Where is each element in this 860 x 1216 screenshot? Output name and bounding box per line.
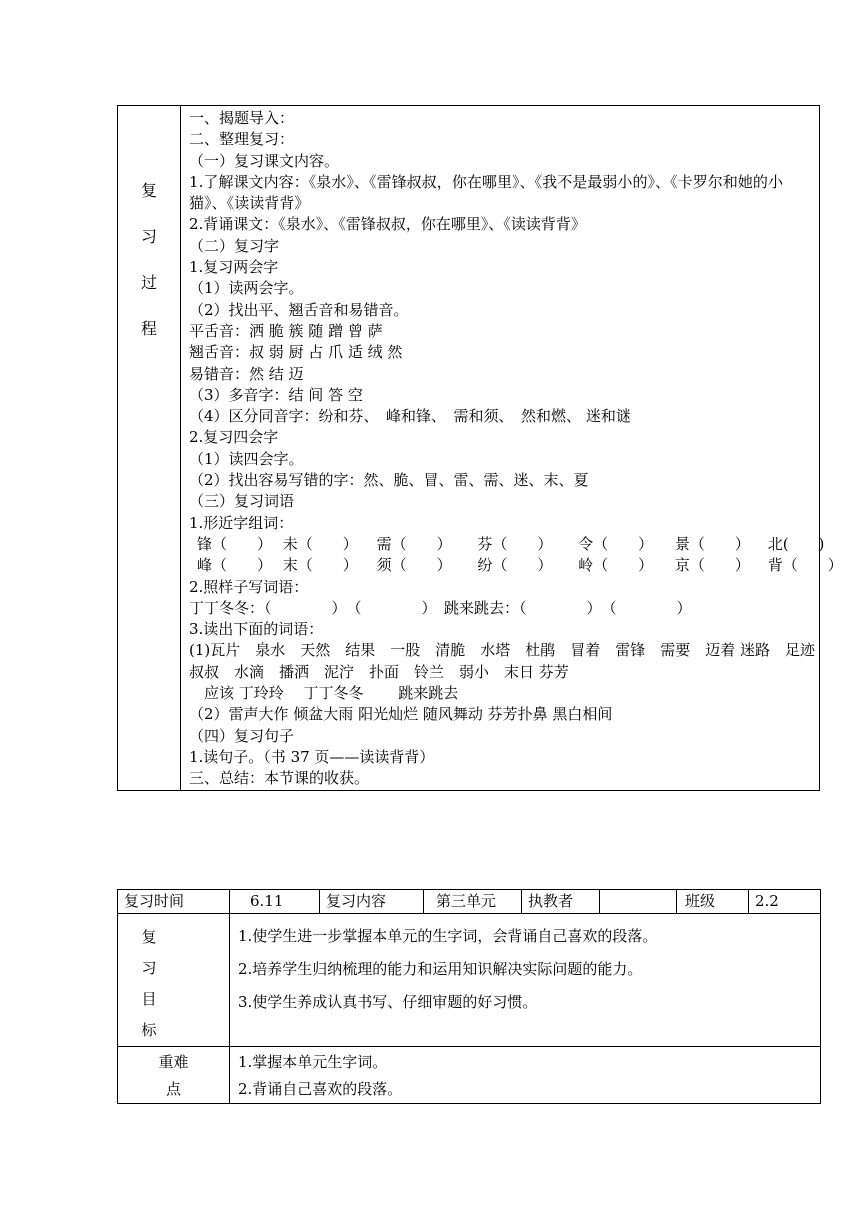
label-char: 目	[141, 990, 157, 1008]
label-char: 习	[140, 227, 157, 246]
goals-content-cell	[230, 914, 821, 1047]
line-two-char: 1.复习两会字	[189, 258, 279, 277]
goals-content	[230, 914, 820, 1019]
line-recite: 2.背诵课文：《泉水》、《雷锋叔叔，你在哪里》、《读读背背》	[189, 215, 586, 234]
similar-item: 未（ ）	[282, 534, 358, 553]
similar-item: 令（ ）	[578, 534, 654, 553]
line-write-words: 2.照样子写词语：	[189, 577, 309, 596]
similar-item: 峰（ ）	[197, 556, 273, 575]
line-intro: 一、揭题导入：	[189, 109, 295, 127]
key-points-label	[118, 1047, 229, 1103]
line-four-char: 2.复习四会字	[189, 428, 279, 447]
line-read-sentences: 1.读句子。（书 37 页——读读背背）	[189, 747, 435, 766]
line-section-3: （三）复习词语	[189, 492, 295, 511]
time-label: 复习时间	[118, 890, 230, 914]
key-point-item: 2.背诵自己喜欢的段落。	[238, 1080, 403, 1098]
teacher-value	[600, 890, 677, 914]
label-char: 重难	[158, 1053, 189, 1071]
review-process-content	[181, 106, 843, 790]
line-read-words: 3.读出下面的词语：	[189, 620, 324, 639]
review-plan-table	[117, 889, 821, 1104]
content-label: 复习内容	[320, 890, 424, 914]
goals-label-cell	[118, 914, 230, 1047]
similar-item: 需（ ）	[376, 534, 452, 553]
label-char: 过	[140, 273, 157, 292]
similar-row-2	[189, 555, 843, 576]
plan-header-row	[118, 890, 821, 914]
goal-item: 1.使学生进一步掌握本单元的生字词，会背诵自己喜欢的段落。	[238, 927, 658, 945]
line-word-list-2: 应该 丁玲玲 丁丁冬冬 跳来跳去	[189, 684, 459, 703]
similar-item: 京（ ）	[674, 556, 750, 575]
line-curled-tongue: 翘舌音：叔 弱 厨 占 爪 适 绒 然	[189, 343, 403, 362]
line-flat-tongue: 平舌音：洒 脆 簇 随 蹭 曾 萨	[189, 321, 383, 340]
line-review: 二、整理复习：	[189, 130, 295, 149]
label-char: 标	[141, 1021, 157, 1039]
line-error-prone: 易错音：然 结 迈	[189, 364, 304, 383]
label-char: 复	[140, 181, 157, 200]
line-read-two: （1）读两会字。	[189, 279, 304, 298]
similar-item: 景（ ）	[674, 534, 750, 553]
line-section-1: （一）复习课文内容。	[189, 151, 340, 170]
line-pattern-words: 丁丁冬冬：（ ） （ ） 跳来跳去：（ ） （ ）	[189, 598, 692, 617]
line-word-list-1: (1)瓦片 泉水 天然 结果 一股 清脆 水塔 杜鹃 冒着 雷锋 需要 迈着 迷路 足迹 叔叔 水滴 播洒 泥泞 扑面 铃兰 弱小 末日 芬芳	[189, 641, 831, 681]
goal-item: 2.培养学生归纳梳理的能力和运用知识解决实际问题的能力。	[238, 960, 643, 978]
label-char: 复	[141, 928, 157, 946]
line-polyphonic: （3）多音字：结 间 答 空	[189, 385, 363, 404]
similar-item: 纷（ ）	[477, 556, 553, 575]
key-points-content-cell	[230, 1047, 821, 1104]
review-process-label	[118, 106, 180, 352]
similar-item: 岭（ ）	[578, 556, 654, 575]
line-similar-words: 1.形近字组词：	[189, 513, 294, 532]
label-char: 点	[165, 1080, 181, 1098]
review-process-content-cell	[181, 106, 843, 791]
goal-item: 3.使学生养成认真书写、仔细审题的好习惯。	[238, 993, 538, 1011]
line-homophones: （4）区分同音字：纷和芬、 峰和锋、 需和须、 然和燃、 迷和谜	[189, 407, 631, 426]
line-section-4: （四）复习句子	[189, 726, 295, 745]
line-find-sounds: （2）找出平、翘舌音和易错音。	[189, 300, 409, 319]
time-value: 6.11	[230, 890, 320, 914]
line-idioms: （2）雷声大作 倾盆大雨 阳光灿烂 随风舞动 芬芳扑鼻 黑白相间	[189, 705, 613, 724]
similar-row-1	[189, 534, 825, 555]
key-points-row	[118, 1047, 821, 1104]
similar-item: 背（ ）	[767, 556, 843, 575]
similar-item: 锋（ ）	[197, 534, 273, 553]
label-char: 习	[141, 959, 157, 977]
review-process-table	[117, 105, 843, 791]
class-value: 2.2	[749, 890, 821, 914]
teacher-label: 执教者	[522, 890, 600, 914]
key-points-label-cell	[118, 1047, 230, 1104]
line-section-2: （二）复习字	[189, 236, 280, 255]
key-points-content	[230, 1047, 820, 1103]
goals-label	[118, 914, 180, 1046]
line-summary: 三、总结：本节课的收获。	[189, 769, 370, 788]
label-char: 程	[140, 319, 157, 338]
line-easy-wrong: （2）找出容易写错的字：然、脆、冒、雷、需、迷、末、夏	[189, 471, 589, 490]
similar-item: 须（ ）	[376, 556, 452, 575]
line-text-content: 1.了解课文内容：《泉水》、《雷锋叔叔，你在哪里》、《我不是最弱小的》、《卡罗尔和她的小猫》、《读读背背》	[189, 172, 784, 213]
content-value: 第三单元	[424, 890, 522, 914]
line-read-four: （1）读四会字。	[189, 449, 304, 468]
similar-item: 芬（ ）	[477, 534, 553, 553]
goals-row	[118, 914, 821, 1047]
class-label: 班级	[677, 890, 749, 914]
similar-item: 末（ ）	[282, 556, 358, 575]
key-point-item: 1.掌握本单元生字词。	[238, 1053, 388, 1071]
review-process-label-cell	[118, 106, 181, 791]
similar-item: 北( )	[767, 534, 825, 553]
